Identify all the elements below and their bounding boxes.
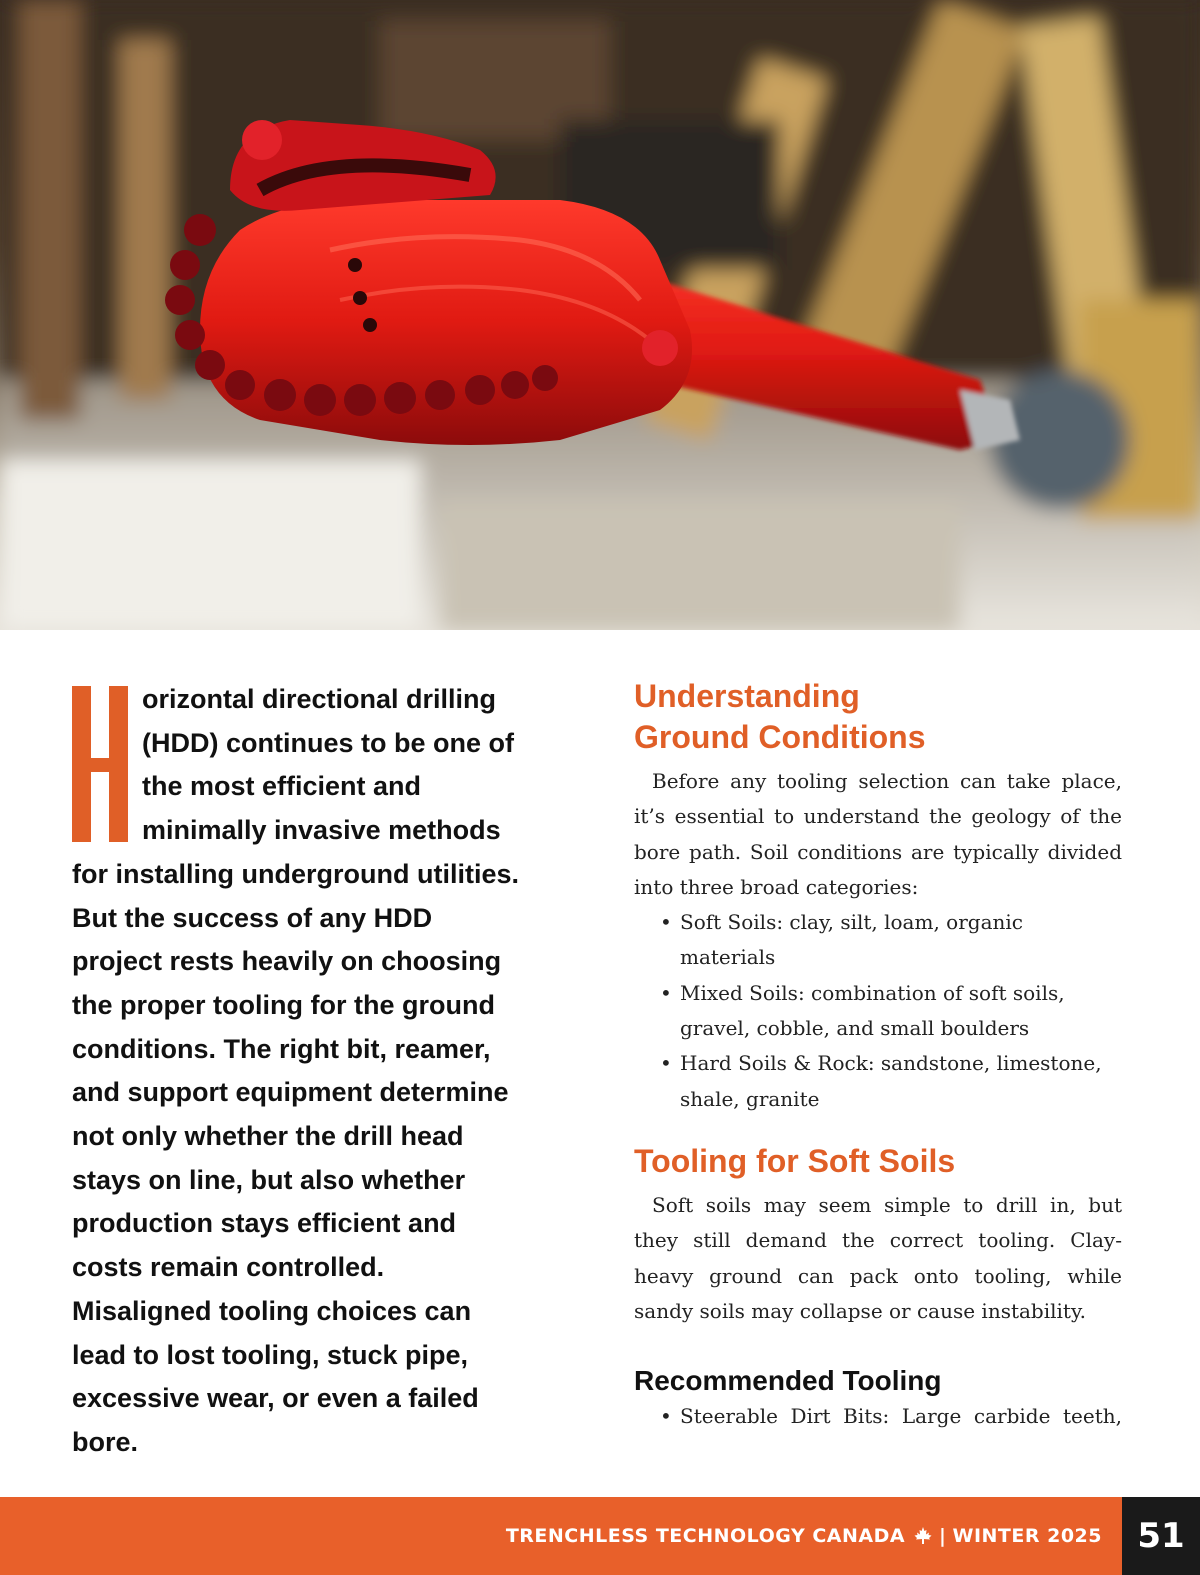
drop-cap-letter-h — [72, 686, 128, 842]
section-heading-soft-soils: Tooling for Soft Soils — [634, 1142, 956, 1179]
section-heading-recommended-tooling: Recommended Tooling — [634, 1365, 942, 1397]
ground-conditions-paragraph: Before any tooling selection can take place, it’s essential to understand the geology of the bore path. Soil conditions are typically divided into three broad categories: — [634, 769, 1122, 899]
list-item: • Hard Soils & Rock: sandstone, limestone, shale, granite — [680, 1046, 1122, 1117]
footer-separator: | — [939, 1525, 947, 1547]
page-number: 51 — [1122, 1497, 1200, 1575]
page-footer — [0, 1497, 1200, 1575]
soil-categories-list — [634, 905, 1122, 1117]
heading-line-2: Ground Conditions — [634, 719, 926, 755]
drill-bit-illustration — [0, 0, 1200, 630]
article-column — [634, 676, 1122, 1434]
list-item: • Mixed Soils: combination of soft soils, gravel, cobble, and small boulders — [680, 976, 1122, 1047]
issue-date: WINTER 2025 — [952, 1525, 1102, 1547]
recommended-tooling-list — [634, 1399, 1122, 1434]
section-heading-ground-conditions — [634, 676, 1122, 758]
lede-column — [72, 678, 524, 1465]
maple-leaf-icon — [913, 1526, 933, 1546]
drop-cap — [72, 686, 128, 842]
publication-name: TRENCHLESS TECHNOLOGY CANADA — [505, 1525, 906, 1547]
heading-line-1: Understanding — [634, 678, 860, 714]
hero-photo — [0, 0, 1200, 630]
list-item: • Steerable Dirt Bits: Large carbide teeth, — [680, 1399, 1122, 1434]
lede-paragraph: orizontal directional drilling (HDD) continues to be one of the most efficient and minimally invasive methods for installing underground utilities. But the success of any HDD project rests heavily on choosing the proper tooling for the ground conditions. The right bit, reamer, and support equipment determine not only whether the drill head stays on line, but also whether production stays efficient and costs remain controlled. Misaligned tooling choices can lead to lost tooling, stuck pipe, excessive wear, or even a failed bore. — [72, 684, 519, 1457]
soft-soils-paragraph: Soft soils may seem simple to drill in, but they still demand the correct tooling. Clay-heavy ground can pack onto tooling, while sandy soils may collapse or cause instability. — [634, 1192, 1122, 1323]
list-item: • Soft Soils: clay, silt, loam, organic materials — [680, 905, 1122, 976]
footer-running-title — [506, 1497, 1102, 1575]
